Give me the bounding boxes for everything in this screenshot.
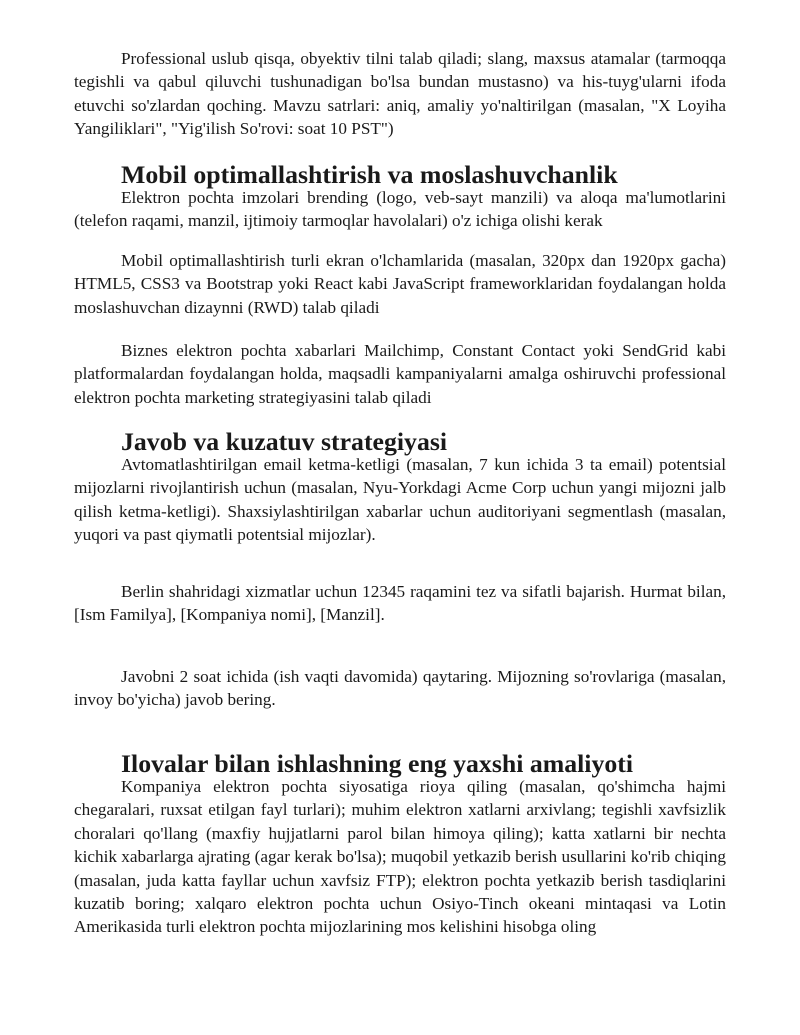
paragraph-berlin-services: Berlin shahridagi xizmatlar uchun 12345 raqamini tez va sifatli bajarish. Hurmat bilan, [Ism Familya], [Kompaniya nomi], [Manzil].	[74, 582, 726, 625]
paragraph-responsive-design: Mobil optimallashtirish turli ekran o'lchamlarida (masalan, 320px dan 1920px gacha) HTML5, CSS3 va Bootstrap yoki React kabi JavaScript frameworklaridan foydalangan holda moslashuvchan dizaynni (RWD) talab qiladi	[74, 251, 726, 317]
paragraph-automated-sequence: Avtomatlashtirilgan email ketma-ketligi (masalan, 7 kun ichida 3 ta email) potentsial mijozlarni rivojlantirish uchun (masalan, Nyu-Yorkdagi Acme Corp uchun yangi mijozni jalb qilish ketma-ketligi). Shaxsiylashtirilgan xabarlar uchun auditoriyani segmentlash (masalan, yuqori va past qiymatli potentsial mijozlar).	[74, 455, 726, 545]
heading-response-strategy: Javob va kuzatuv strategiyasi	[121, 427, 448, 456]
paragraph-email-signatures: Elektron pochta imzolari brending (logo, veb-sayt manzili) va aloqa ma'lumotlarini (telefon raqami, manzil, ijtimoiy tarmoqlar havolalari) o'z ichiga olishi kerak	[74, 188, 726, 231]
paragraph-professional-style: Professional uslub qisqa, obyektiv tilni talab qiladi; slang, maxsus atamalar (tarmoqqa tegishli va qabul qiluvchi tushunadigan bo'lsa bundan mustasno) va his-tuyg'ularni ifoda etuvchi so'zlardan qoching. Mavzu satrlari: aniq, amaliy yo'naltirilgan (masalan, "X Loyiha Yangiliklari", "Yig'ilish So'rovi: soat 10 PST")	[74, 49, 726, 139]
paragraph-reply-time: Javobni 2 soat ichida (ish vaqti davomida) qaytaring. Mijozning so'rovlariga (masalan, invoy bo'yicha) javob bering.	[74, 667, 726, 710]
heading-attachments-best-practice: Ilovalar bilan ishlashning eng yaxshi amaliyoti	[121, 749, 634, 778]
paragraph-attachment-policy: Kompaniya elektron pochta siyosatiga rioya qiling (masalan, qo'shimcha hajmi chegaralari, ruxsat etilgan fayl turlari); muhim elektron xatlarni arxivlang; tegishli xavfsizlik choralari qo'llang (maxfiy hujjatlarni parol bilan himoya qiling); katta xatlarni bir nechta kichik xabarlarga ajrating (agar kerak bo'lsa); muqobil yetkazib berish usullarini ko'rib chiqing (masalan, juda katta fayllar uchun xavfsiz FTP); elektron pochta yetkazib berish tasdiqlarini kuzatib boring; xalqaro elektron pochta uchun Osiyo-Tinch okeani mintaqasi va Lotin Amerikasida turli elektron pochta mijozlarining mos kelishini hisobga oling	[74, 777, 726, 937]
heading-mobile-optimization: Mobil optimallashtirish va moslashuvchanlik	[121, 160, 618, 189]
paragraph-email-marketing: Biznes elektron pochta xabarlari Mailchimp, Constant Contact yoki SendGrid kabi platformalardan foydalangan holda, maqsadli kampaniyalarni amalga oshiruvchi professional elektron pochta marketing strategiyasini talab qiladi	[74, 341, 726, 407]
